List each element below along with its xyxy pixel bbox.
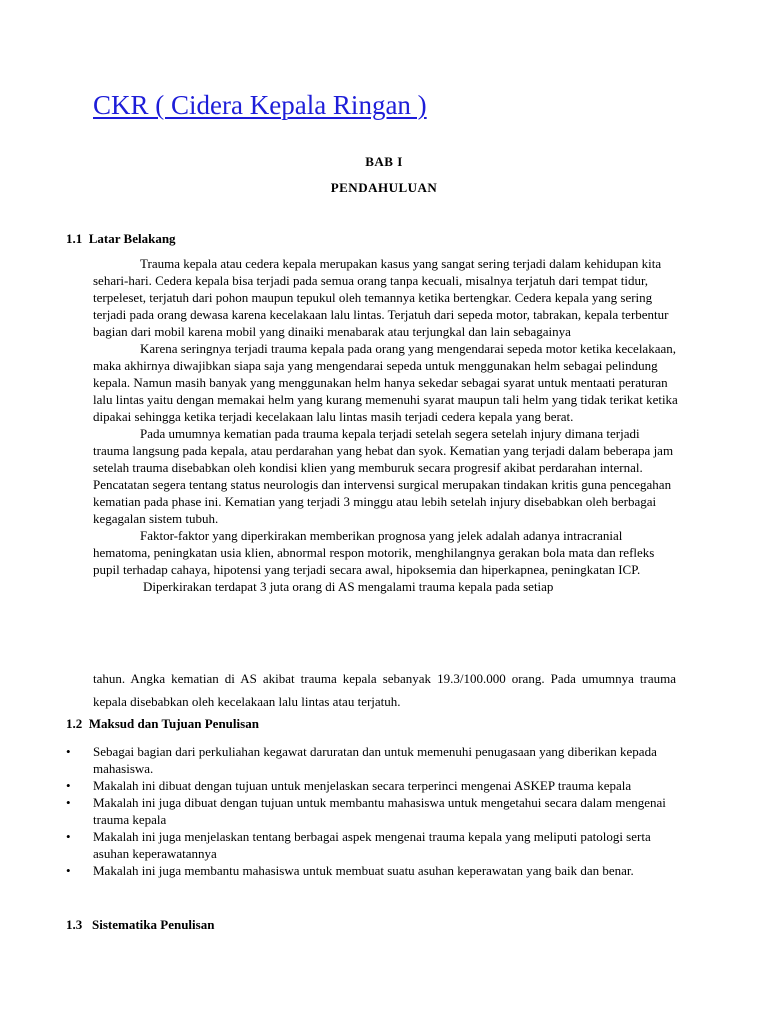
bullet-icon: • — [66, 863, 71, 878]
section-title: Latar Belakang — [88, 231, 176, 246]
section-heading-latar-belakang — [66, 231, 176, 247]
list-item-text: Makalah ini juga menjelaskan tentang berbagai aspek mengenai trauma kepala yang meliputi patologi serta asuhan keperawatannya — [93, 829, 651, 861]
latar-belakang-body — [93, 255, 678, 595]
paragraph: Pada umumnya kematian pada trauma kepala terjadi setelah segera setelah injury dimana terjadi trauma langsung pada kepala, atau perdarahan yang hebat dan syok. Kematian yang terjadi dalam beberapa jam setelah trauma disebabkan oleh kondisi klien yang memburuk secara progresif akibat perdarahan internal. Pencatatan segera tentang status neurologis dan intervensi surgical merupakan tindakan kritis guna pencegahan kematian pada phase ini. Kematian yang terjadi 3 minggu atau lebih setelah injury disebabkan oleh berbagai kegagalan sistem tubuh. — [93, 426, 674, 526]
paragraph: Trauma kepala atau cedera kepala merupakan kasus yang sangat sering terjadi dalam kehidupan kita sehari-hari. Cedera kepala bisa terjadi pada semua orang tanpa kecuali, misalnya terjatuh dari tempat tidur, terpeleset, terjatuh dari pohon maupun tepukul oleh temannya ketika bertengkar. Cedera kepala yang sering terjadi pada orang dewasa karena kecelakaan lalu lintas. Terjatuh dari sepeda motor, tabrakan, kepala terbentur bagian dari mobil karena mobil yang dinaiki menabarak atau terjungkal dan lain sebagainya — [93, 256, 669, 339]
bullet-icon: • — [66, 795, 71, 810]
section-title: Maksud dan Tujuan Penulisan — [88, 716, 259, 731]
list-item — [66, 743, 678, 777]
paragraph: Faktor-faktor yang diperkirakan memberikan prognosa yang jelek adalah adanya intracranial hematoma, peningkatan usia klien, abnormal respon motorik, menghilangnya gerakan bola mata dan refleks pupil terhadap cahaya, hipotensi yang terjadi secara awal, hipoksemia dan hiperkapnea, peningkatan ICP. — [93, 528, 655, 577]
section-title: Sistematika Penulisan — [92, 917, 215, 932]
section-heading-maksud-tujuan — [66, 716, 259, 732]
list-item — [66, 862, 678, 879]
list-item-text: Makalah ini juga membantu mahasiswa untuk membuat suatu asuhan keperawatan yang baik dan benar. — [93, 863, 634, 878]
paragraph: Karena seringnya terjadi trauma kepala pada orang yang mengendarai sepeda motor ketika kecelakaan, maka akhirnya diwajibkan siapa saja yang mengendarai sepeda untuk menggunakan helm sebagai pelindung kepala. Namun masih banyak yang menggunakan helm hanya sekedar sebagai syarat untuk mentaati peraturan lalu lintas yaitu dengan memakai helm yang kurang memenuhi syarat maupun tali helm yang tidak terikat ketika dipakai sehingga ketika terjadi kecelakaan lalu lintas masih terjadi cedera kepala yang berat. — [93, 341, 678, 424]
document-title-link[interactable]: CKR ( Cidera Kepala Ringan ) — [93, 90, 427, 120]
bullet-icon: • — [66, 829, 71, 844]
section-heading-sistematika — [66, 917, 214, 933]
list-item — [66, 777, 678, 794]
purpose-list — [66, 743, 678, 879]
list-item-text: Sebagai bagian dari perkuliahan kegawat daruratan dan untuk memenuhi penugasaan yang diberikan kepada mahasiswa. — [93, 744, 657, 776]
section-number: 1.3 — [66, 917, 83, 932]
section-number: 1.1 — [66, 231, 83, 246]
list-item-text: Makalah ini juga dibuat dengan tujuan untuk membantu mahasiswa untuk mengetahui secara dalam mengenai trauma kepala — [93, 795, 666, 827]
chapter-title: PENDAHULUAN — [330, 180, 438, 195]
bullet-icon: • — [66, 744, 71, 759]
list-item-text: Makalah ini dibuat dengan tujuan untuk menjelaskan secara terperinci mengenai ASKEP trauma kepala — [93, 778, 632, 793]
section-number: 1.2 — [66, 716, 83, 731]
paragraph: Diperkirakan terdapat 3 juta orang di AS mengalami trauma kepala pada setiap — [143, 579, 554, 594]
chapter-number: BAB I — [365, 154, 403, 169]
list-item — [66, 794, 678, 828]
list-item — [66, 828, 678, 862]
bullet-icon: • — [66, 778, 71, 793]
paragraph-tahun: tahun. Angka kematian di AS akibat trauma kepala sebanyak 19.3/100.000 orang. Pada umumnya trauma kepala disebabkan oleh kecelakaan lalu lintas atau terjatuh. — [93, 671, 676, 709]
